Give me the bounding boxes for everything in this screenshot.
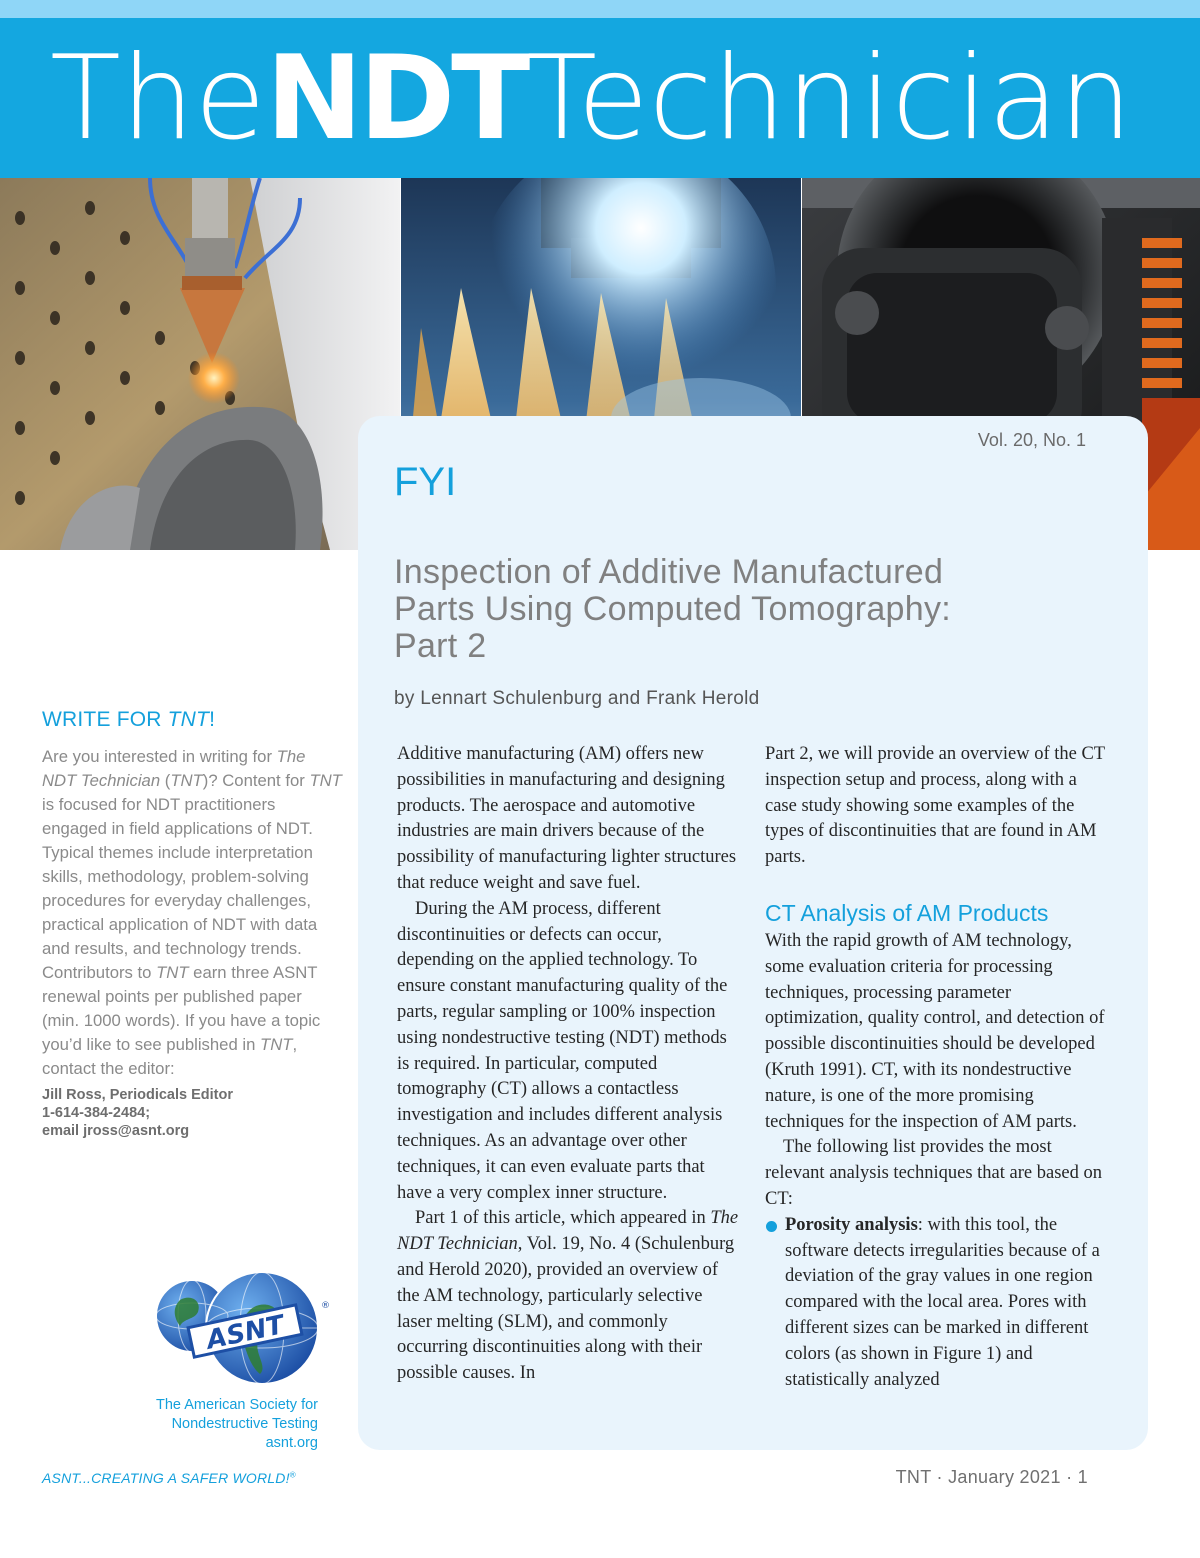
tagline-text: ASNT...CREATING A SAFER WORLD! [42,1470,290,1486]
tagline [42,1470,296,1486]
title-technician: Technician [526,31,1133,166]
article-title-line: Inspection of Additive Manufactured [394,553,944,591]
bullet-term: Porosity analysis [785,1214,918,1235]
article-panel [358,416,1148,1450]
masthead-top-strip [0,0,1200,18]
sidebar-heading-text: ! [209,708,216,731]
sidebar-heading-text: WRITE FOR [42,708,168,731]
article-title [394,554,1094,665]
sidebar-text: ( [160,771,171,790]
svg-text:®: ® [321,1301,330,1311]
editor-name: Jill Ross, Periodicals Editor [42,1087,233,1103]
paragraph-text: , Vol. 19, No. 4 (Schulenburg and Herold 2020), provided an overview of the AM technology, particularly selective laser melting (SLM), and commonly occurring discontinuities along with their possible causes. In [397,1234,735,1384]
society-name [98,1396,318,1453]
am-nozzle-photo [0,178,400,550]
registered-mark: ® [289,1470,296,1480]
sidebar-text: )? Content for [202,771,310,790]
sidebar-text: earn three ASNT renewal points per published paper (min. 1000 words). If you have a topic you’d like to see published in [42,963,321,1054]
sidebar-italic: TNT [156,963,189,982]
sidebar-italic: The NDT Technician [42,747,306,790]
paragraph [397,1206,742,1387]
byline: by Lennart Schulenburg and Frank Herold [394,688,760,709]
editor-email[interactable]: email jross@asnt.org [42,1123,190,1139]
paragraph: During the AM process, different discontinuities or defects can occur, depending on the applied technology. To ensure constant manufacturing quality of the parts, regular sampling or 100% inspection using nondestructive testing (NDT) methods is required. In particular, computed tomography (CT) allows a contactless investigation and includes different analysis techniques. As an advantage over other techniques, it can even evaluate parts that have a very complex inner structure. [397,898,728,1203]
article-column-left [397,742,742,1387]
society-name-line: Nondestructive Testing [171,1416,318,1432]
publication-reference: The NDT Technician [397,1208,739,1255]
society-url-link[interactable]: asnt.org [265,1435,318,1451]
sidebar-body [42,745,342,1081]
paragraph: Part 2, we will provide an overview of the CT inspection setup and process, along with a case study showing some examples of the types of discontinuities that are found in AM parts. [765,744,1105,868]
asnt-logo[interactable] [150,1270,330,1388]
sidebar-text: is focused for NDT practitioners engaged in field applications of NDT. Typical themes include interpretation skills, methodology, problem-solving procedures for everyday challenges, practical application of NDT with data and results, and technology trends. Contributors to [42,795,318,982]
editor-phone: 1-614-384-2484; [42,1105,151,1121]
logo-text: ASNT [203,1310,287,1356]
title-the: The [50,31,266,166]
list-item [765,1213,1105,1394]
volume-label: Vol. 20, No. 1 [977,430,1086,450]
editor-contact [42,1086,342,1140]
paragraph-text: Part 1 of this article, which appeared in [415,1208,711,1229]
paragraph: With the rapid growth of AM technology, some evaluation criteria for processing techniques, processing parameter optimization, quality control, and detection of possible discontinuities should be developed (Kruth 1991). CT, with its nondestructive nature, is one of the more promising techniques for the inspection of AM parts. [765,930,1105,1132]
section-label: FYI [394,460,457,504]
sidebar-italic: TNT [260,1035,293,1054]
publication-title [50,20,1132,174]
paragraph: Additive manufacturing (AM) offers new possibilities in manufacturing and designing products. The aerospace and automotive industries are main drivers because of the possibility of manufacturing lighter structures that reduce weight and save fuel. [397,744,737,893]
sidebar-text: , contact the editor: [42,1035,298,1078]
article-title-line: Part 2 [394,627,487,665]
sidebar-text: Are you interested in writing for [42,747,277,766]
sidebar-heading [42,708,215,732]
masthead [0,18,1200,178]
paragraph: The following list provides the most relevant analysis techniques that are based on CT: [765,1137,1102,1209]
bullet-text: : with this tool, the software detects irregularities because of a deviation of the gray values in one region compared with the local area. Pores with different sizes can be marked in different colors (as shown in Figure 1) and statistically analyzed [785,1214,1100,1390]
sidebar-italic: TNT [170,771,203,790]
sidebar-heading-italic: TNT [167,708,210,731]
society-name-line: The American Society for [156,1397,318,1413]
subheading: CT Analysis of AM Products [765,899,1049,926]
sidebar-italic: TNT [309,771,342,790]
article-column-right [765,742,1105,1393]
title-ndt: NDT [265,31,527,166]
page-footer: TNT · January 2021 · 1 [895,1467,1088,1487]
article-title-line: Parts Using Computed Tomography: [394,590,952,628]
bullet-icon [766,1221,777,1232]
